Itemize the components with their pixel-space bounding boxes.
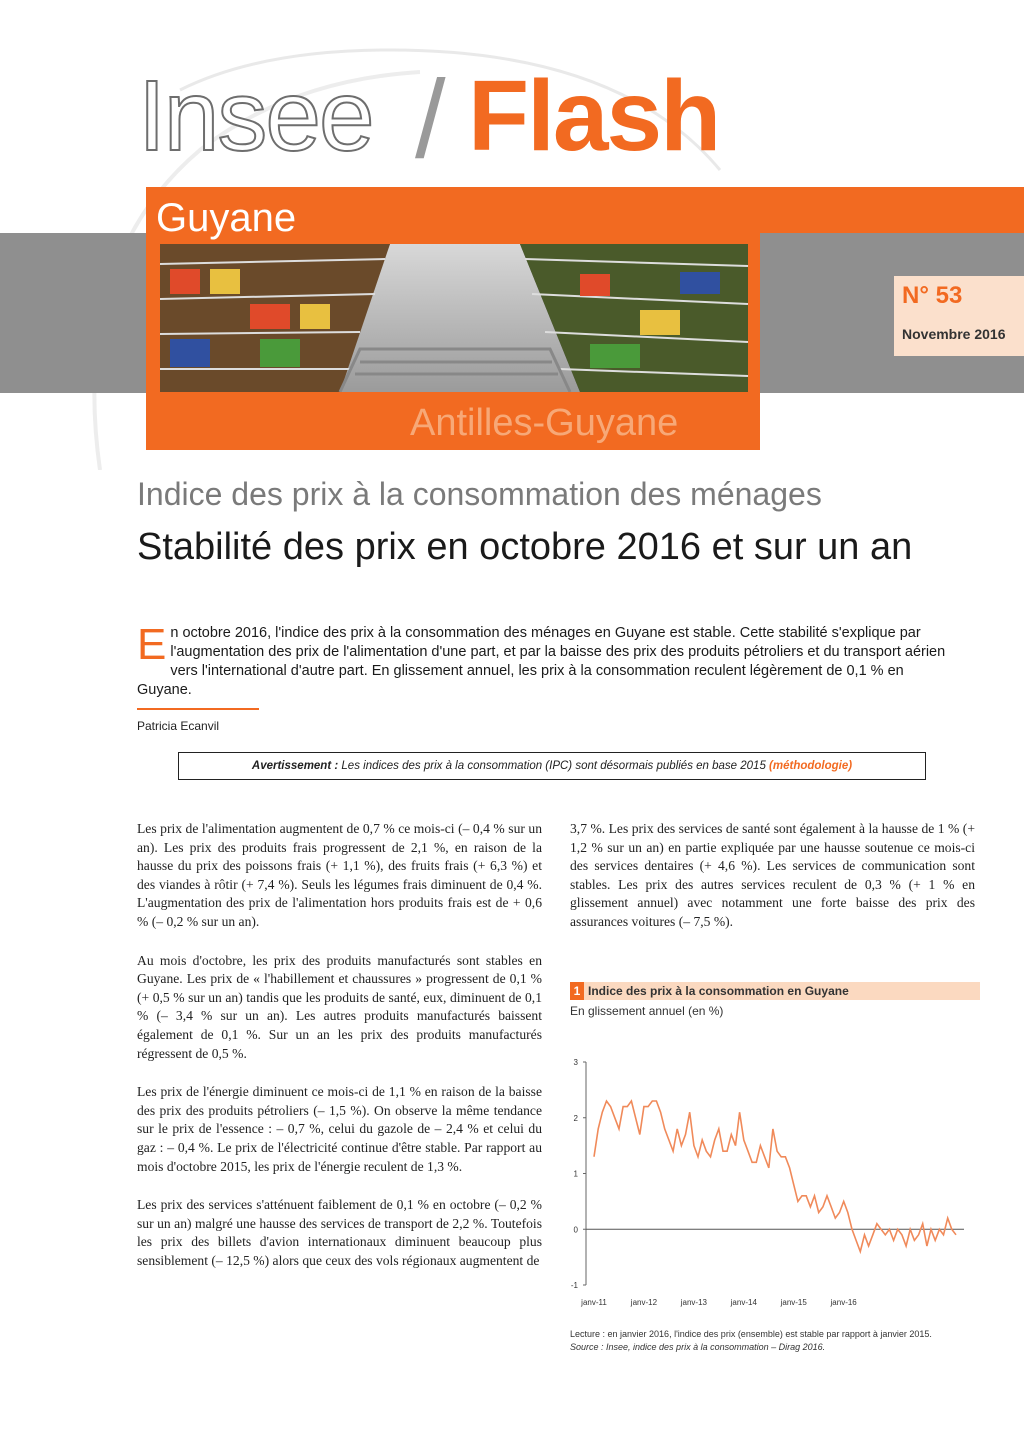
methodology-link[interactable]: (méthodologie) [769,760,853,772]
x-tick-label: janv-12 [630,1298,658,1307]
warning-box [178,752,926,780]
y-tick-label: 1 [573,1169,578,1179]
body-column-right [570,820,975,952]
article-headline: Stabilité des prix en octobre 2016 et sur un an [137,526,913,568]
x-tick-label: janv-13 [680,1298,707,1307]
paragraph-energy: Les prix de l'énergie diminuent ce mois-ci de 1,1 % en raison de la baisse des prix des produits pétroliers (– 1,5 %). On observe la même tendance sur le prix de l'essence : – 0,7 %, celui du gazole de – 2,4 % et celui du gaz : – 0,4 %. Le prix de l'électricité continue d'être stable. Par rapport au mois d'octobre 2015, les prix de l'énergie reculent de 1,3 %. [137,1084,542,1174]
supermarket-photo [160,244,748,392]
region-name: Guyane [156,196,297,240]
warning-label: Avertissement : [251,760,339,772]
y-tick-label: -1 [570,1281,578,1290]
logo-insee: Insee [138,60,373,172]
paragraph-food: Les prix de l'alimentation augmentent de 0,7 % ce mois-ci (– 0,4 % sur un an). Les prix des produits frais progressent de 2,1 %, en raison de la hausse du prix des poissons frais (+ 1,1 %), des fruits frais (+ 6,3 %) et des viandes à rôtir (+ 7,4 %). Seuls les légumes frais diminuent de 0,4 %. L'augmentation des prix de l'alimentation hors produits frais est de + 0,6 % (– 0,2 % sur un an). [137,821,542,929]
warning-text: Les indices des prix à la consommation (IPC) sont désormais publiés en base 2015 [338,760,770,772]
figure-subtitle: En glissement annuel (en %) [570,1004,724,1018]
header-orange-strip [760,187,1024,233]
x-tick-label: janv-14 [730,1298,757,1307]
logo-flash: Flash [468,60,720,172]
x-tick-label: janv-15 [780,1298,807,1307]
author-divider [137,708,259,710]
figure-number: 1 [570,982,584,1000]
issue-number: N° 53 [902,282,963,309]
logo-slash: / [415,58,446,181]
lead-text: n octobre 2016, l'indice des prix à la consommation des ménages en Guyane est stable. Cette stabilité s'explique par l'augmentation des prix de l'alimentation d'une part, et par la baisse des prix des produits pétroliers et du transport aérien vers l'international d'autre part. En glissement annuel, les prix à la consommation reculent légèrement de 0,1 % en Guyane. [137,625,946,698]
body-column-left [137,820,542,1290]
lead-dropcap: E [137,620,167,669]
figure-title-bar [570,982,980,1000]
issue-date: Novembre 2016 [902,326,1006,342]
figure-note-source: Source : Insee, indice des prix à la consommation – Dirag 2016. [570,1342,826,1352]
author-name: Patricia Ecanvil [137,719,220,733]
figure-note-lecture: Lecture : en janvier 2016, l'indice des prix (ensemble) est stable par rapport à janvier 2015. [570,1329,932,1339]
y-tick-label: 0 [573,1225,578,1235]
y-tick-label: 3 [573,1058,578,1067]
figure-title: Indice des prix à la consommation en Guyane [588,984,849,998]
article-kicker: Indice des prix à la consommation des ménages [137,476,822,512]
x-tick-label: janv-16 [830,1298,857,1307]
paragraph-manufactured: Au mois d'octobre, les prix des produits manufacturés sont stables en Guyane. Les prix de « l'habillement et chaussures » progressent de 0,1 % (+ 0,5 % sur un an) tandis que les produits de santé, eux, diminuent de 0,1 % (– 3,4 % sur un an). Les autres produits manufacturés baissent également de 0,1 %. Sur un an les prix des produits manufacturés régressent de 0,5 %. [137,952,542,1061]
article-lead [137,620,957,700]
cpi-line-chart [566,1040,976,1322]
subregion-name: Antilles-Guyane [410,402,679,444]
paragraph-services-cont: 3,7 %. Les prix des services de santé sont également à la hausse de 1 % (+ 1,2 % sur un an) en partie expliquée par une hausse soutenue ce mois-ci des services dentaires (+ 4,6 %). Les services de communication sont stables. Les prix des autres services reculent de 0,3 % (+ 1 % en glissement annuel) avec notamment une forte baisse des prix des assurances voitures (– 7,5 %). [570,821,975,929]
y-tick-label: 2 [573,1113,578,1123]
figure-notes [570,1328,980,1354]
x-tick-label: janv-11 [581,1298,607,1307]
paragraph-services: Les prix des services s'atténuent faiblement de 0,1 % en octobre (– 0,2 % sur un an) malgré une hausse des services de transport de 2,2 %. Toutefois les prix des billets d'avion internationaux diminuent beaucoup plus sensiblement (– 12,5 %) alors que ceux des vols régionaux augmentent de [137,1197,542,1268]
